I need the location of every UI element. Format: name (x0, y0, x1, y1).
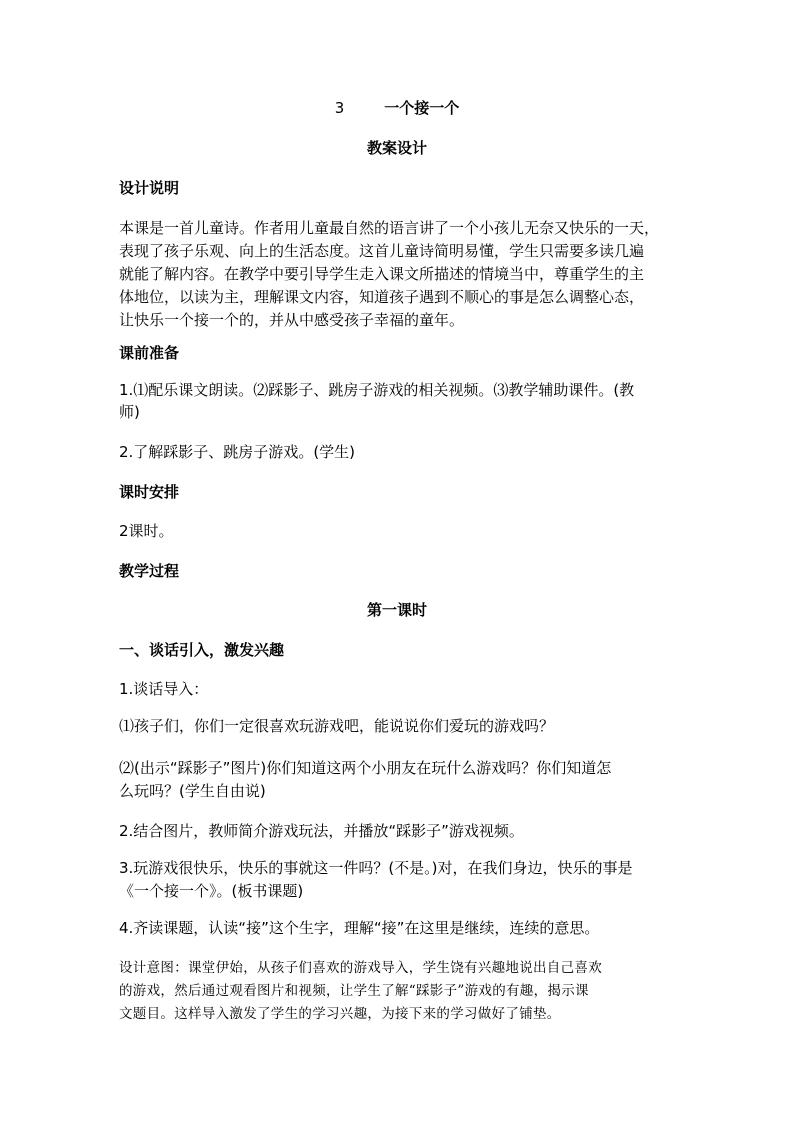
design-note-line: 让快乐一个接一个的，并从中感受孩子幸福的童年。 (119, 311, 465, 329)
design-note-line: 就能了解内容。在教学中要引导学生走入课文所描述的情境当中，尊重学生的主 (119, 265, 645, 283)
design-intent-line: 设计意图：课堂伊始，从孩子们喜欢的游戏导入，学生饶有兴趣地说出自己喜欢 (119, 960, 602, 976)
lesson-title (0, 98, 794, 118)
step-2: 2.结合图片，教师简介游戏玩法，并播放“踩影子”游戏视频。 (119, 822, 524, 840)
document-subtitle: 教案设计 (366, 139, 427, 157)
design-note-line: 表现了孩子乐观、向上的生活态度。这首儿童诗简明易懂，学生只需要多读几遍 (119, 242, 645, 260)
section-1-heading: 一、谈话引入，激发兴趣 (119, 641, 285, 659)
prep-item-1-line: 师) (119, 403, 140, 421)
process-heading: 教学过程 (119, 562, 180, 580)
step-1a: ⑴孩子们，你们一定很喜欢玩游戏吧，能说说你们爱玩的游戏吗？ (119, 717, 555, 735)
prep-heading: 课前准备 (119, 344, 180, 362)
step-1: 1.谈话导入： (119, 680, 209, 698)
prep-item-1-line: 1.⑴配乐课文朗读。⑵踩影子、跳房子游戏的相关视频。⑶教学辅助课件。(教 (119, 381, 635, 399)
step-1b-line: 么玩吗？(学生自由说) (119, 782, 266, 800)
design-intent-line: 文题目。这样导入激发了学生的学习兴趣，为接下来的学习做好了铺垫。 (119, 1006, 561, 1022)
lesson-1-heading: 第一课时 (366, 601, 427, 619)
step-1b-line: ⑵(出示“踩影子”图片)你们知道这两个小朋友在玩什么游戏吗？你们知道怎 (119, 759, 612, 777)
step-3-line: 《一个接一个》。(板书课题) (119, 882, 304, 900)
design-intent-line: 的游戏，然后通过观看图片和视频，让学生了解“踩影子”游戏的有趣，揭示课 (119, 983, 589, 999)
design-note-heading: 设计说明 (119, 179, 180, 197)
step-3-line: 3.玩游戏很快乐，快乐的事就这一件吗？(不是。)对，在我们身边，快乐的事是 (119, 859, 633, 877)
design-note-line: 体地位，以读为主，理解课文内容，知道孩子遇到不顺心的事是怎么调整心态， (119, 288, 645, 306)
schedule-heading: 课时安排 (119, 483, 180, 501)
prep-item-2: 2.了解踩影子、跳房子游戏。(学生) (119, 443, 356, 461)
lesson-number: 3 (334, 99, 345, 117)
lesson-title-text: 一个接一个 (384, 99, 460, 117)
step-4: 4.齐读课题，认读“接”这个生字，理解“接”在这里是继续，连续的意思。 (119, 919, 600, 937)
schedule-text: 2课时。 (119, 522, 174, 540)
design-note-line: 本课是一首儿童诗。作者用儿童最自然的语言讲了一个小孩儿无奈又快乐的一天， (119, 219, 660, 237)
